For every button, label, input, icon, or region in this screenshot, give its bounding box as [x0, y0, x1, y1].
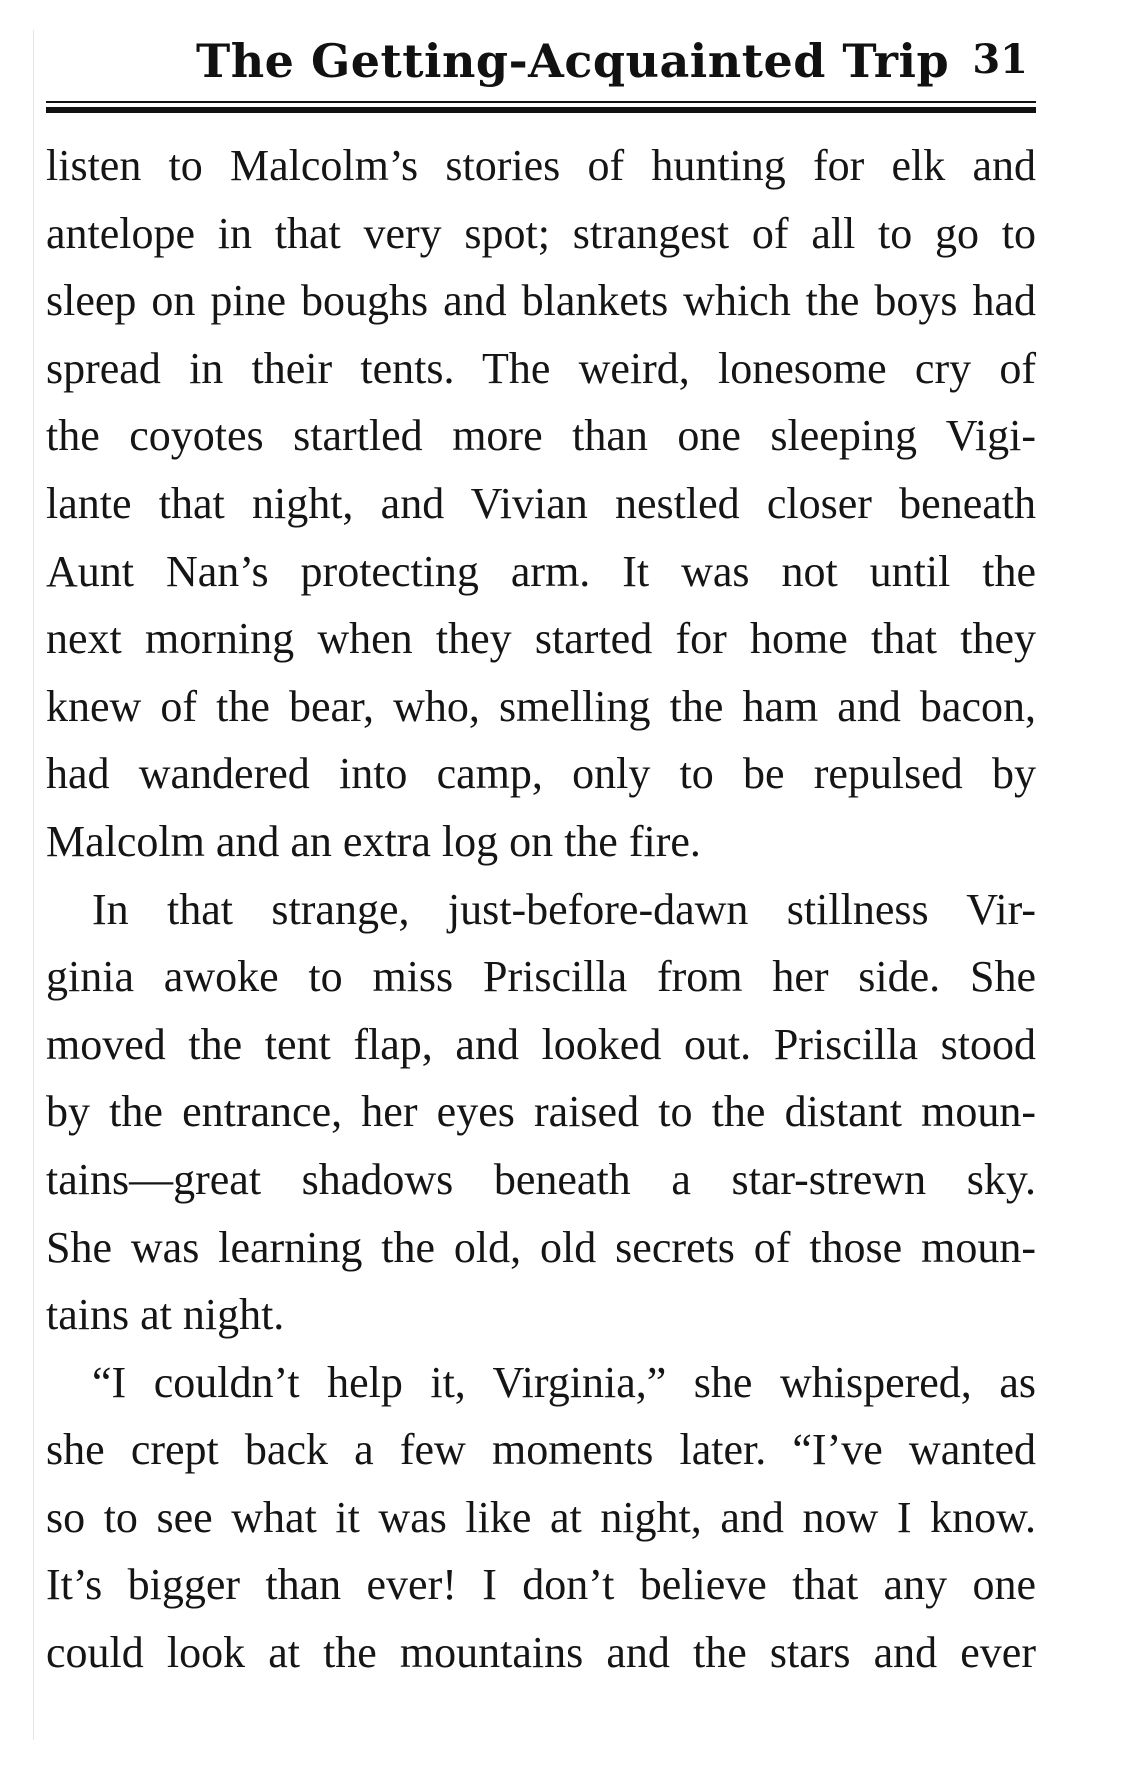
- page-number: 31: [972, 36, 1028, 83]
- header-rule-thin: [46, 101, 1036, 103]
- running-header: [46, 26, 1036, 96]
- paragraph-start-line: In that strange, just-before-dawn stillness Vir-: [92, 884, 1036, 934]
- paragraph-start-line: “I couldn’t help it, Virginia,” she whispered, as: [92, 1357, 1036, 1407]
- text-line: had wandered into camp, only to be repulsed by: [46, 749, 1036, 799]
- text-line: antelope in that very spot; strangest of all to go to: [46, 208, 1036, 258]
- page-edge-shadow: [33, 30, 34, 1740]
- text-line: She was learning the old, old secrets of those moun-: [46, 1222, 1036, 1272]
- text-line: moved the tent flap, and looked out. Priscilla stood: [46, 1019, 1036, 1069]
- text-line: next morning when they started for home that they: [46, 614, 1036, 664]
- text-line: so to see what it was like at night, and now I know.: [46, 1492, 1036, 1542]
- text-line: tains at night.: [46, 1290, 285, 1340]
- text-line: Malcolm and an extra log on the fire.: [46, 816, 701, 866]
- text-line: by the entrance, her eyes raised to the distant moun-: [46, 1087, 1036, 1137]
- text-line: she crept back a few moments later. “I’ve wanted: [46, 1425, 1036, 1475]
- header-rule-thick: [46, 107, 1036, 113]
- text-line: listen to Malcolm’s stories of hunting for elk and: [46, 141, 1036, 190]
- text-line: sleep on pine boughs and blankets which the boys had: [46, 276, 1036, 326]
- body-text: [46, 132, 1036, 1687]
- text-line: It’s bigger than ever! I don’t believe that any one: [46, 1560, 1036, 1610]
- text-line: ginia awoke to miss Priscilla from her side. She: [46, 952, 1036, 1002]
- text-line: knew of the bear, who, smelling the ham and bacon,: [46, 681, 1036, 731]
- text-line: spread in their tents. The weird, lonesome cry of: [46, 343, 1036, 393]
- text-line: tains—great shadows beneath a star-strewn sky.: [46, 1154, 1036, 1204]
- running-title: The Getting-Acquainted Trip: [196, 34, 950, 88]
- text-line: could look at the mountains and the stars and ever: [46, 1628, 1036, 1678]
- text-line: Aunt Nan’s protecting arm. It was not until the: [46, 546, 1036, 596]
- text-line: lante that night, and Vivian nestled closer beneath: [46, 478, 1036, 528]
- text-line: the coyotes startled more than one sleeping Vigi-: [46, 411, 1036, 461]
